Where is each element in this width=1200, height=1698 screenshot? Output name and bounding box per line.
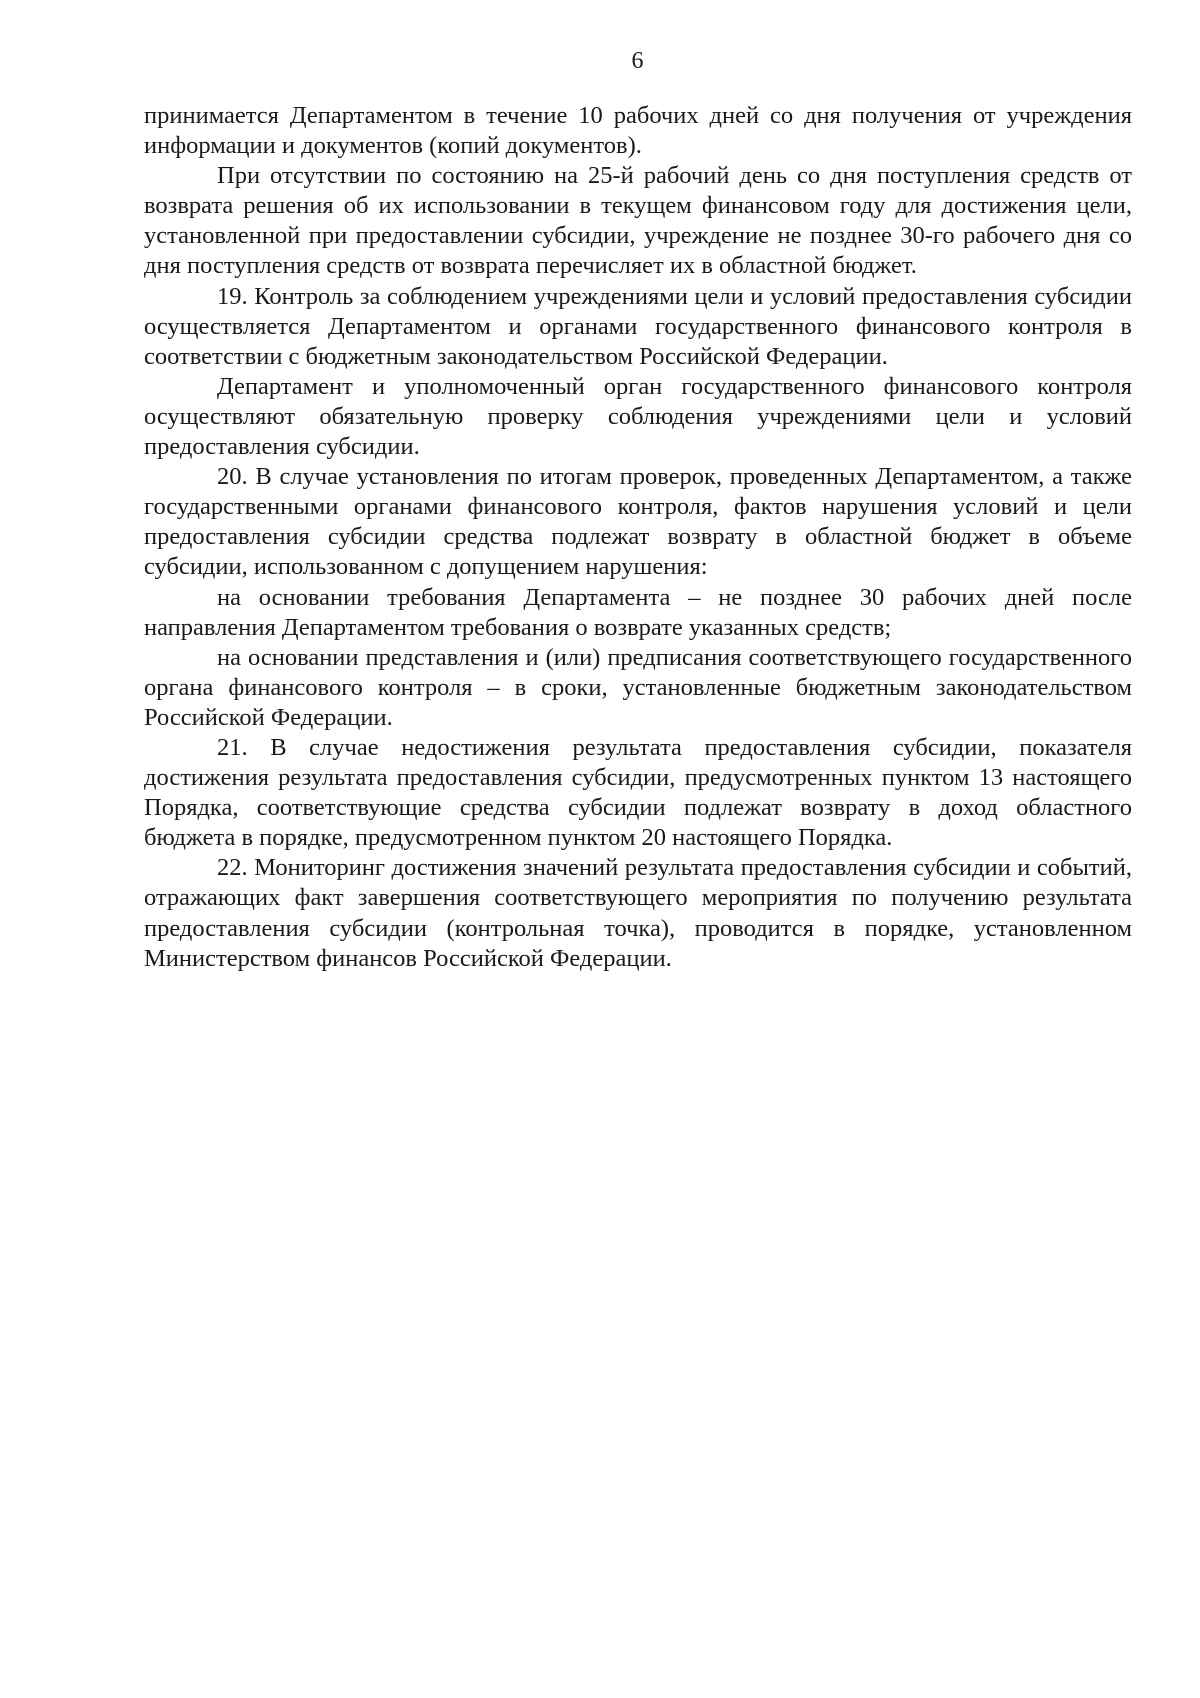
paragraph-continuation: принимается Департаментом в течение 10 рабочих дней со дня получения от учреждения информации и документов (копий документов). bbox=[144, 102, 1132, 160]
paragraph-absence-of-decision: При отсутствии по состоянию на 25-й рабочий день со дня поступления средств от возврата решения об их использовании в текущем финансовом году для достижения цели, установленной при предоставлении субсидии, учреждение не позднее 30-го рабочего дня со дня поступления средств от возврата перечисляет их в областной бюджет. bbox=[144, 162, 1132, 280]
paragraph-item-19: 19. Контроль за соблюдением учреждениями цели и условий предоставления субсидии осуществляется Департаментом и органами государственного финансового контроля в соответствии с бюджетным законодательством Российской Федерации. bbox=[144, 282, 1132, 370]
paragraph-item-21: 21. В случае недостижения результата предоставления субсидии, показателя достижения результата предоставления субсидии, предусмотренных пунктом 13 настоящего Порядка, соответствующие средства субсидии подлежат возврату в доход областного бюджета в порядке, предусмотренном пунктом 20 настоящего Порядка. bbox=[144, 733, 1132, 852]
paragraph-mandatory-check: Департамент и уполномоченный орган государственного финансового контроля осуществляют обязательную проверку соблюдения учреждениями цели и условий предоставления субсидии. bbox=[144, 372, 1132, 461]
paragraph-item-22: 22. Мониторинг достижения значений результата предоставления субсидии и событий, отражающих факт завершения соответствующего мероприятия по получению результата предоставления субсидии (контрольная точка), проводится в порядке, установленном Министерством финансов Российской Федерации. bbox=[144, 854, 1132, 972]
paragraph-control-body-order: на основании представления и (или) предписания соответствующего государственного органа финансового контроля – в сроки, установленные бюджетным законодательством Российской Федерации. bbox=[144, 643, 1132, 731]
document-body bbox=[144, 101, 1132, 974]
paragraph-item-20: 20. В случае установления по итогам проверок, проведенных Департаментом, а также государственными органами финансового контроля, фактов нарушения условий и цели предоставления субсидии средства подлежат возврату в областной бюджет в объеме субсидии, использованном с допущением нарушения: bbox=[144, 463, 1132, 581]
page-number: 6 bbox=[631, 48, 644, 74]
paragraph-department-demand: на основании требования Департамента – не позднее 30 рабочих дней после направления Департаментом требования о возврате указанных средств; bbox=[144, 583, 1132, 641]
